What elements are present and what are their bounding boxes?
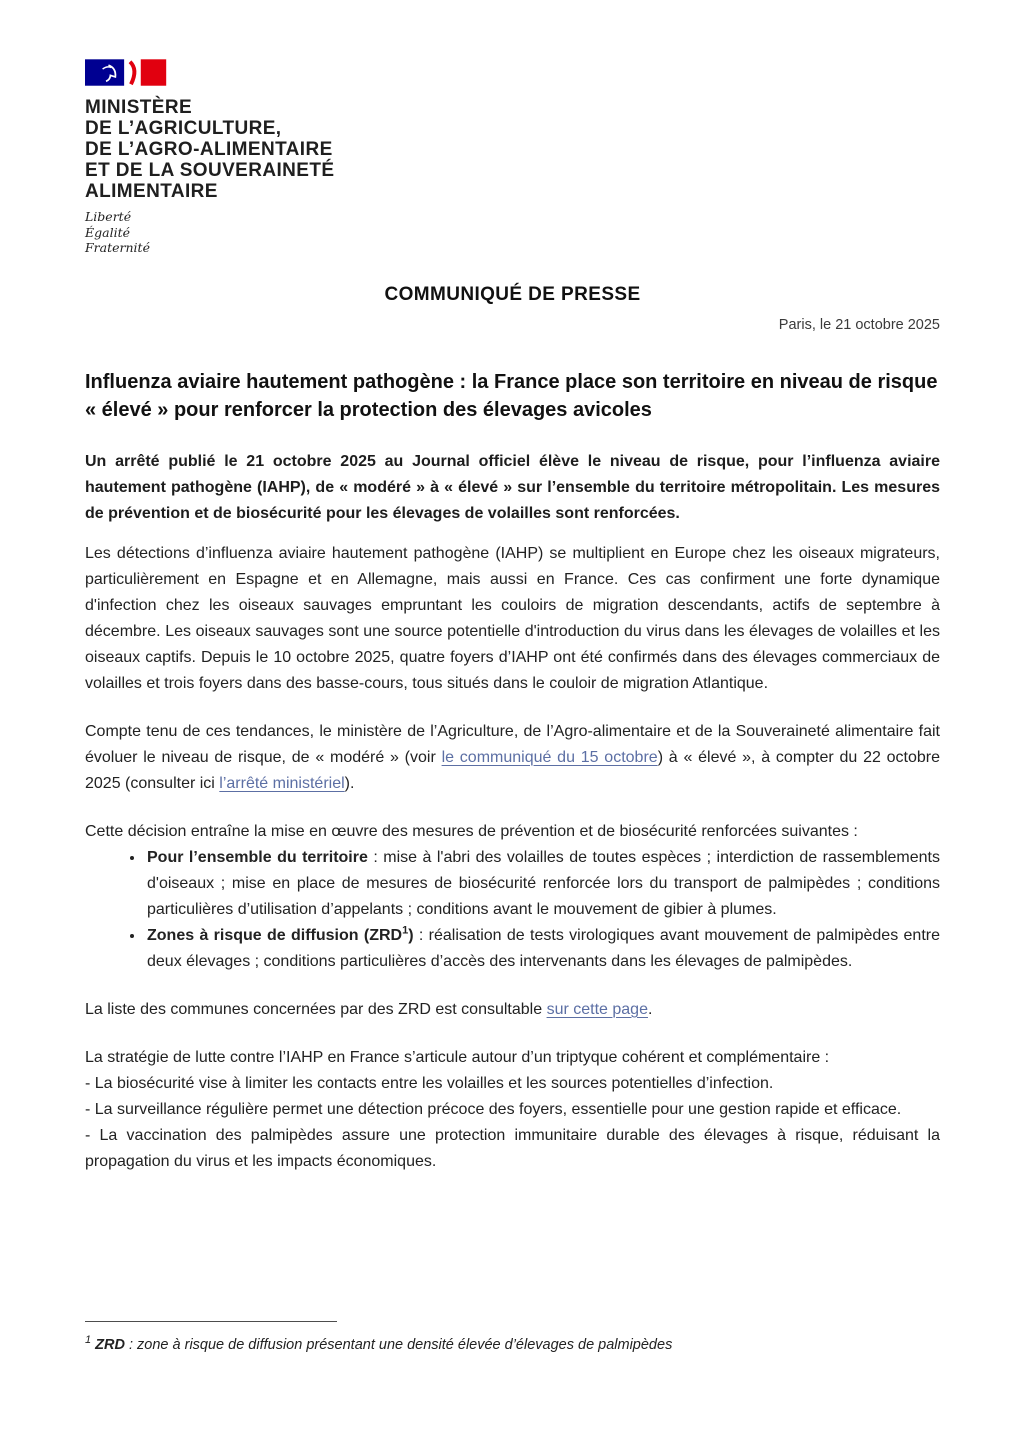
paragraph-detections: Les détections d’influenza aviaire hautement pathogène (IAHP) se multiplient en Europe chez les oiseaux migrateurs, particulièrement en Espagne et en Allemagne, mais aussi en France. Ces cas confirment une forte dynamique d'infection chez les oiseaux sauvages empruntant les couloirs de migration descendants, actifs de septembre à décembre. Les oiseaux sauvages sont une source potentielle d'introduction du virus dans les élevages de volailles et les oiseaux captifs. Depuis le 10 octobre 2025, quatre foyers d’IAHP ont été confirmés dans des élevages commerciaux de volailles et trois foyers dans des basse-cours, tous situés dans le couloir de migration Atlantique. [85, 544, 940, 692]
footnote-area [85, 1321, 940, 1356]
paragraph-strategy-intro: La stratégie de lutte contre l’IAHP en France s’articule autour d’un triptyque cohérent et complémentaire : [85, 1048, 830, 1066]
footnote-text: : zone à risque de diffusion présentant une densité élevée d’élevages de palmipèdes [124, 1337, 673, 1353]
ministry-name-line: MINISTÈRE [85, 97, 193, 118]
list-item-territoire [145, 845, 940, 923]
list-item-text: : réalisation de tests virologiques avant mouvement de palmipèdes entre deux élevages ; conditions particulières d’accès des intervenants dans les élevages de palmipèdes. [147, 926, 940, 970]
footnote-term: ZRD [91, 1337, 125, 1353]
link-arrete-ministeriel[interactable]: l’arrêté ministériel [219, 774, 345, 792]
footnote [85, 1334, 940, 1356]
strategy-point-vaccination: - La vaccination des palmipèdes assure une protection immunitaire durable des élevages à risque, réduisant la propagation du virus et les impacts économiques. [85, 1126, 940, 1170]
footnote-number: 1 [85, 1334, 92, 1347]
document-type-heading: COMMUNIQUÉ DE PRESSE [384, 283, 641, 305]
lead-paragraph: Un arrêté publié le 21 octobre 2025 au Journal officiel élève le niveau de risque, pour l’influenza aviaire hautement pathogène (IAHP), de « modéré » à « élevé » sur l’ensemble du territoire métropolitain. Les mesures de prévention et de biosécurité pour les élevages de volailles sont renforcées. [85, 452, 940, 522]
paragraph-measures-intro: Cette décision entraîne la mise en œuvre des mesures de prévention et de biosécurité renforcées suivantes : [85, 822, 858, 840]
paragraph-text: ) à « élevé », à compter du 22 octobre 2025 (consulter ici [85, 748, 941, 792]
strategy-point-surveillance: - La surveillance régulière permet une détection précoce des foyers, essentielle pour une gestion rapide et efficace. [85, 1100, 902, 1118]
motto-line: Égalité [85, 224, 130, 240]
strategy-point-biosecurite: - La biosécurité vise à limiter les contacts entre les volailles et les sources potentielles d’infection. [85, 1074, 774, 1092]
list-item-zrd [145, 923, 940, 975]
ministry-name-line: DE L’AGRICULTURE, [85, 118, 282, 139]
list-item-bold-label: Pour l’ensemble du territoire [147, 848, 368, 866]
paragraph-zrd-communes [85, 997, 940, 1023]
dateline: Paris, le 21 octobre 2025 [778, 316, 940, 333]
page-title: Influenza aviaire hautement pathogène : la France place son territoire en niveau de risque « élevé » pour renforcer la protection des élevages avicoles [85, 370, 938, 421]
ministry-name-line: DE L’AGRO-ALIMENTAIRE [85, 139, 333, 160]
list-item-bold-label: Zones à risque de diffusion (ZRD [147, 926, 403, 944]
list-item-text: : mise à l'abri des volailles de toutes espèces ; interdiction de rassemblements d'oiseaux ; mise en place de mesures de biosécurité renforcée lors du transport de palmipèdes ; conditions particulières d’utilisation d’appelants ; conditions avant le mouvement de gibier à plumes. [147, 848, 941, 918]
measures-list [85, 845, 940, 975]
paragraph-text: ). [344, 774, 355, 792]
ministry-name [85, 97, 940, 202]
republic-motto [85, 209, 940, 256]
link-communique-15-octobre[interactable]: le communiqué du 15 octobre [441, 748, 658, 766]
paragraph-risk-level [85, 719, 940, 797]
footnote-divider [85, 1321, 337, 1322]
ministry-logo-block [85, 58, 940, 256]
motto-line: Liberté [85, 209, 132, 224]
footnote-reference: 1 [402, 924, 409, 937]
link-zrd-page[interactable]: sur cette page [546, 1000, 648, 1018]
paragraph-text: . [647, 1000, 653, 1018]
list-item-bold-label: ) [408, 926, 414, 944]
strategy-section [85, 1045, 940, 1175]
paragraph-text: La liste des communes concernées par des ZRD est consultable [85, 1000, 547, 1018]
motto-line: Fraternité [85, 240, 150, 255]
ministry-name-line: ALIMENTAIRE [85, 181, 218, 202]
ministry-name-line: ET DE LA SOUVERAINETÉ [85, 160, 335, 181]
marianne-flag-icon [85, 58, 175, 88]
paragraph-text: Compte tenu de ces tendances, le ministère de l’Agriculture, de l’Agro-alimentaire et de la Souveraineté alimentaire fait évoluer le niveau de risque, de « modéré » (voir [85, 722, 940, 766]
